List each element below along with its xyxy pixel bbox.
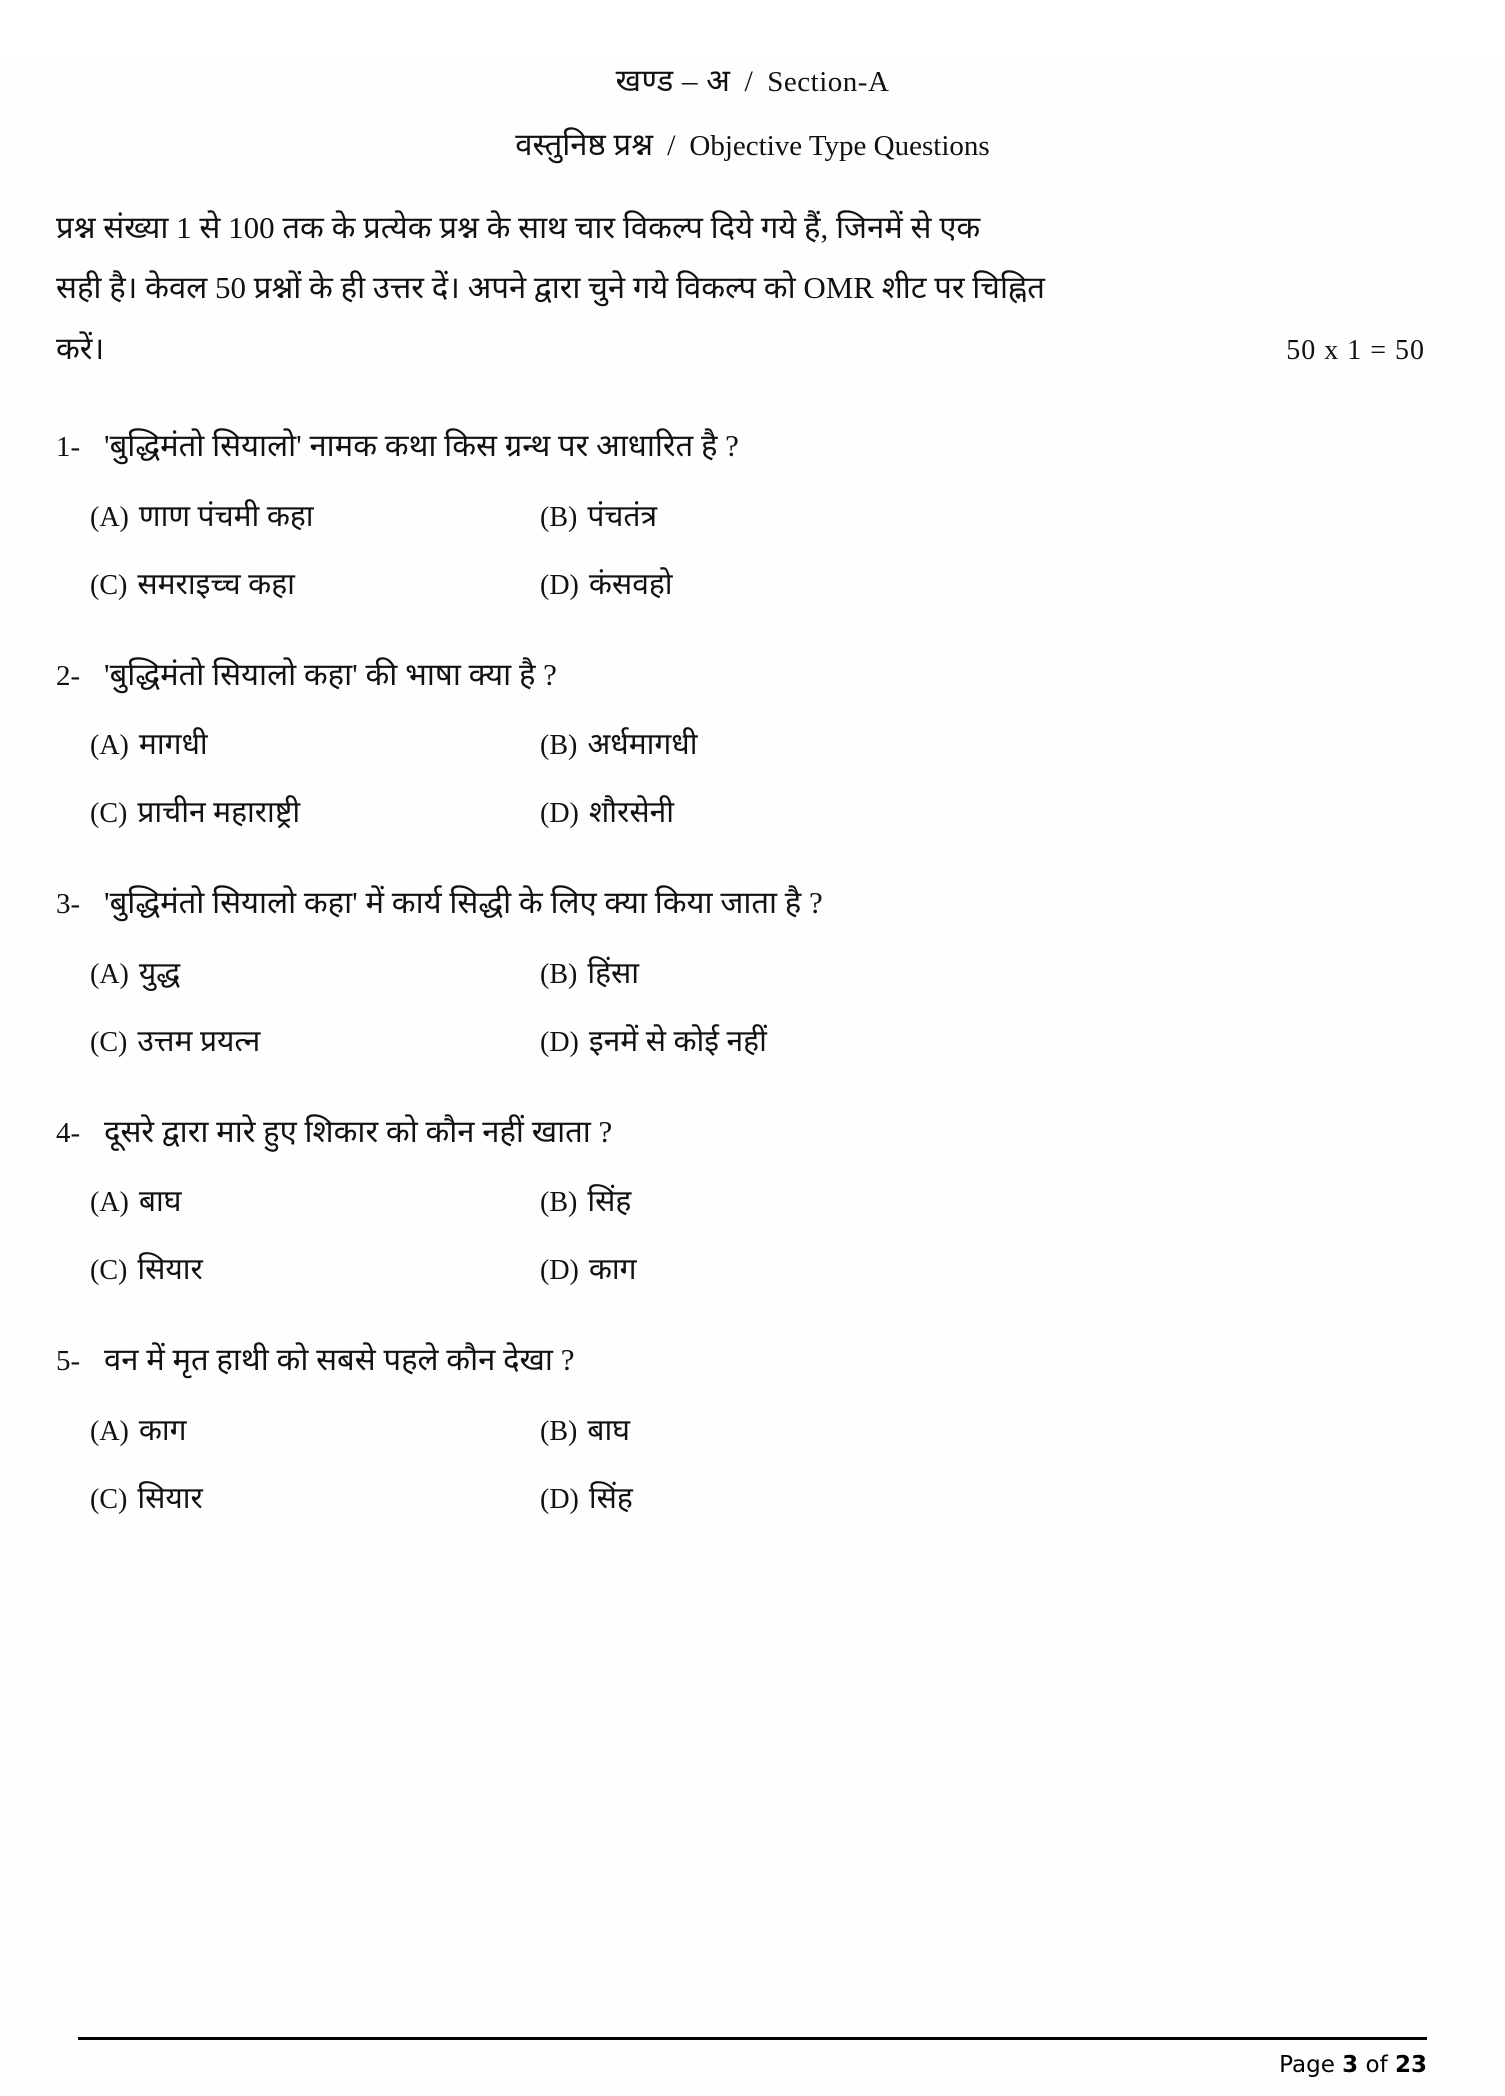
option-b[interactable] (540, 724, 1449, 766)
option-c-label: (C) (90, 1483, 128, 1515)
question-text-row (56, 1337, 1449, 1384)
option-a-text: युद्ध (138, 956, 181, 990)
option-b-text: अर्धमागधी (587, 728, 698, 762)
instructions-line-3: करें। (56, 330, 105, 366)
option-a-text: मागधी (138, 728, 208, 762)
question-block (56, 1337, 1449, 1520)
section-heading (0, 62, 1505, 100)
option-a[interactable] (90, 724, 540, 766)
option-b[interactable] (540, 1410, 1449, 1452)
option-b-label: (B) (540, 501, 578, 533)
option-d-label: (D) (540, 1026, 579, 1058)
option-b-text: सिंह (587, 1185, 632, 1219)
subsection-heading-english: Objective Type Questions (689, 130, 990, 162)
page-number-indicator (78, 2052, 1427, 2078)
question-number: 4- (56, 1116, 81, 1149)
instructions-last-line (56, 319, 1449, 379)
option-row (56, 792, 1449, 834)
option-a-label: (A) (90, 730, 129, 762)
option-c-text: समराइच्च कहा (137, 567, 295, 601)
option-b-label: (B) (540, 1415, 578, 1447)
option-b-text: हिंसा (587, 956, 640, 990)
question-block (56, 423, 1449, 606)
option-d[interactable] (540, 1249, 1449, 1291)
option-row (56, 1249, 1449, 1291)
option-c[interactable] (90, 564, 540, 606)
option-c-text: सियार (137, 1253, 203, 1287)
option-a-label: (A) (90, 1187, 129, 1219)
footer-total-pages: 23 (1394, 2052, 1427, 2078)
question-number: 3- (56, 888, 81, 921)
footer-current-page: 3 (1342, 2052, 1359, 2078)
option-d-text: इनमें से कोई नहीं (588, 1024, 767, 1058)
option-row (56, 496, 1449, 538)
questions-list (56, 423, 1449, 1520)
option-d[interactable] (540, 564, 1449, 606)
option-b-label: (B) (540, 958, 578, 990)
subsection-heading-hindi: वस्तुनिष्ठ प्रश्न (515, 127, 654, 162)
option-d-text: शौरसेनी (588, 796, 675, 830)
instructions-line-2: सही है। केवल 50 प्रश्नों के ही उत्तर दें। अपने द्वारा चुने गये विकल्प को OMR शीट पर चिह्नित (56, 270, 1045, 306)
option-d-text: कंसवहो (588, 567, 673, 601)
marks-allocation: 50 x 1 = 50 (1286, 334, 1425, 366)
option-a-label: (A) (90, 1415, 129, 1447)
option-b[interactable] (540, 496, 1449, 538)
question-number: 5- (56, 1345, 81, 1378)
option-row (56, 724, 1449, 766)
option-b-text: पंचतंत्र (587, 499, 658, 533)
option-a[interactable] (90, 953, 540, 995)
option-c[interactable] (90, 1478, 540, 1520)
question-text-row (56, 652, 1449, 699)
option-a-text: णाण पंचमी कहा (138, 499, 314, 533)
option-a-label: (A) (90, 501, 129, 533)
option-a[interactable] (90, 1181, 540, 1223)
section-heading-english: Section-A (767, 66, 890, 98)
question-statement: 'बुद्धिमंतो सियालो कहा' की भाषा क्या है ? (104, 656, 557, 692)
option-row (56, 1021, 1449, 1063)
option-c[interactable] (90, 1249, 540, 1291)
subsection-heading-separator: / (667, 129, 676, 162)
section-heading-separator: / (744, 65, 754, 98)
question-text-row (56, 423, 1449, 470)
section-heading-hindi: खण्ड – अ (615, 63, 731, 98)
option-a-text: बाघ (138, 1185, 182, 1219)
option-c-text: प्राचीन महाराष्ट्री (137, 796, 301, 830)
question-statement: वन में मृत हाथी को सबसे पहले कौन देखा ? (104, 1342, 575, 1378)
question-statement: 'बुद्धिमंतो सियालो कहा' में कार्य सिद्धी के लिए क्या किया जाता है ? (104, 885, 823, 921)
question-number: 1- (56, 431, 81, 464)
option-a[interactable] (90, 1410, 540, 1452)
option-c-label: (C) (90, 798, 128, 830)
question-block (56, 652, 1449, 835)
option-c-label: (C) (90, 569, 128, 601)
option-c-text: उत्तम प्रयत्न (137, 1024, 261, 1058)
option-d-text: काग (588, 1253, 637, 1287)
option-row (56, 953, 1449, 995)
question-text-row (56, 1109, 1449, 1156)
instructions-line-1: प्रश्न संख्या 1 से 100 तक के प्रत्येक प्रश्न के साथ चार विकल्प दिये गये हैं, जिनमें से एक (56, 210, 981, 245)
page-footer (78, 2037, 1427, 2078)
option-row (56, 1181, 1449, 1223)
option-a[interactable] (90, 496, 540, 538)
option-b-label: (B) (540, 1187, 578, 1219)
question-block (56, 880, 1449, 1063)
option-c-text: सियार (137, 1481, 203, 1515)
option-d-text: सिंह (588, 1481, 633, 1515)
option-d-label: (D) (540, 1483, 579, 1515)
option-b-label: (B) (540, 730, 578, 762)
question-number: 2- (56, 659, 81, 692)
option-d[interactable] (540, 1478, 1449, 1520)
option-c[interactable] (90, 1021, 540, 1063)
option-c-label: (C) (90, 1026, 128, 1058)
option-d-label: (D) (540, 1255, 579, 1287)
option-d-label: (D) (540, 569, 579, 601)
option-d[interactable] (540, 1021, 1449, 1063)
question-statement: दूसरे द्वारा मारे हुए शिकार को कौन नहीं खाता ? (104, 1113, 613, 1149)
question-block (56, 1109, 1449, 1292)
option-d-label: (D) (540, 798, 579, 830)
option-b[interactable] (540, 1181, 1449, 1223)
option-c-label: (C) (90, 1255, 128, 1287)
option-a-text: काग (138, 1413, 187, 1447)
option-row (56, 1410, 1449, 1452)
footer-of-label: of (1365, 2052, 1388, 2078)
option-row (56, 564, 1449, 606)
footer-page-prefix: Page (1279, 2052, 1335, 2078)
option-a-label: (A) (90, 958, 129, 990)
question-text-row (56, 880, 1449, 927)
exam-page (0, 62, 1505, 2096)
option-b[interactable] (540, 953, 1449, 995)
option-d[interactable] (540, 792, 1449, 834)
option-c[interactable] (90, 792, 540, 834)
instructions-paragraph (56, 198, 1449, 379)
option-b-text: बाघ (587, 1413, 630, 1447)
question-statement: 'बुद्धिमंतो सियालो' नामक कथा किस ग्रन्थ पर आधारित है ? (104, 428, 739, 464)
subsection-heading (0, 126, 1505, 164)
footer-divider (78, 2037, 1427, 2040)
option-row (56, 1478, 1449, 1520)
